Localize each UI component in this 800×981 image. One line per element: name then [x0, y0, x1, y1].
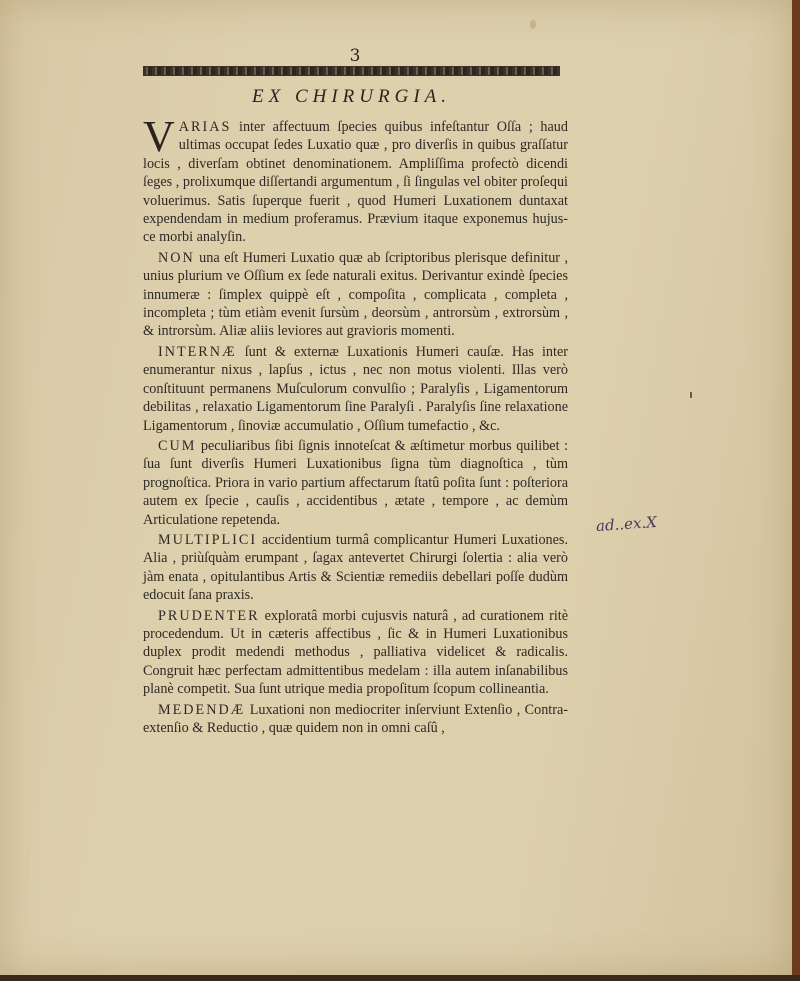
header-ornament-rule	[143, 66, 560, 76]
body-text	[143, 112, 568, 739]
paragraph-text: una eſt Humeri Luxatio quæ ab ſcriptoribus plerisque definitur , unius plurium ve Oſſium ex ſede naturali exitus. Derivantur exindè ſpecies innumeræ : ſimplex quippè eſt , compoſita , complicata , completa , incompleta ; tùm etiàm evenit ſursùm , deorsùm , antrorsùm , extrorsùm , & introrsùm. Aliæ aliis leviores aut gravioris momenti.	[143, 249, 568, 340]
paragraph-text: accidentium turmâ complicantur Humeri Luxationes. Alia , priùſquàm erumpant , ſagax antevertet Chirurgi ſolertia : alia verò jàm enata , opitulantibus Artis & Scientiæ remediis debellari poſſe dudùm edocuit ſana praxis.	[143, 531, 568, 604]
page-number: 3	[349, 46, 361, 66]
paragraph-lead: ARIAS	[178, 119, 232, 135]
handwritten-margin-note: ad..ex.X	[595, 512, 658, 536]
paragraph-7	[143, 701, 568, 738]
paragraph-text: ſunt & externæ Luxationis Humeri cauſæ. Has inter enumerantur nixus , lapſus , ictus , nec non motus violenti. Illas verò conſtituunt permanens Muſculorum convulſio ; Paralyſis , Ligamentorum debilitas , relaxatio Ligamentorum ſine Paralyſi . Paralyſis ſine relaxatione Ligamentorum , ſinoviæ accumulatio , Oſſium tumefactio , &c.	[143, 343, 568, 434]
paragraph-lead: NON	[158, 249, 195, 266]
paragraph-4	[143, 437, 568, 529]
paragraph-lead: PRUDENTER	[158, 607, 260, 624]
paragraph-3	[143, 343, 568, 435]
paragraph-text: exploratâ morbi cujusvis naturâ , ad curationem ritè procedendum. Ut in cæteris affectibus , ſic & in Humeri Luxationibus duplex prodit medendi methodus , palliativa videlicet & radicalis. Congruit hæc perfectam admittentibus medelam : illa autem inſanabilibus planè competit. Sua ſunt utrique media propoſitum ſcopum collineantia.	[143, 607, 568, 698]
paragraph-lead: MULTIPLICI	[158, 531, 258, 548]
paragraph-lead: MEDENDÆ	[158, 701, 246, 718]
paragraph-text: peculiaribus ſibi ſignis innoteſcat & æſtimetur morbus quilibet : ſua ſunt diverſis Humeri Luxationibus ſigna tùm diagnoſtica , tùm prognoſtica. Priora in vario partium affectarum ſtatû poſita ſunt : poſteriora autem ex ſpecie , cauſis , accidentibus , ætate , tempore , ac demùm Articulatione repetenda.	[143, 437, 568, 528]
section-heading: EX CHIRURGIA.	[251, 86, 452, 107]
paragraph-lead: INTERNÆ	[158, 343, 237, 360]
paragraph-1	[143, 112, 568, 247]
paragraph-6	[143, 607, 568, 699]
paper-stain	[530, 20, 536, 29]
paragraph-lead: CUM	[158, 437, 197, 454]
paragraph-2	[143, 249, 568, 341]
margin-mark	[690, 392, 692, 398]
paragraph-text: inter affectuum ſpecies quibus infeſtantur Oſſa ; haud ultimas occupat ſedes Luxatio quæ , pro diverſis in quibus graſſatur locis , diverſam obtinet denominationem. Ampliſſima profectò dicendi ſeges , prolixumque diſſertandi argumentum , ſi ſingulas vel obiter proſequi voluerimus. Satis ſuperque fuerit , quod Humeri Luxationem duntaxat expendendam in medium proferamus. Prævium itaque exponemus hujus-ce morbi analyſin.	[143, 119, 568, 246]
paragraph-5	[143, 531, 568, 605]
paragraph-text: Luxationi non mediocriter inſerviunt Extenſio , Contra-extenſio & Reductio , quæ quidem non in omni caſû ,	[143, 701, 568, 736]
drop-cap: V	[143, 112, 175, 161]
